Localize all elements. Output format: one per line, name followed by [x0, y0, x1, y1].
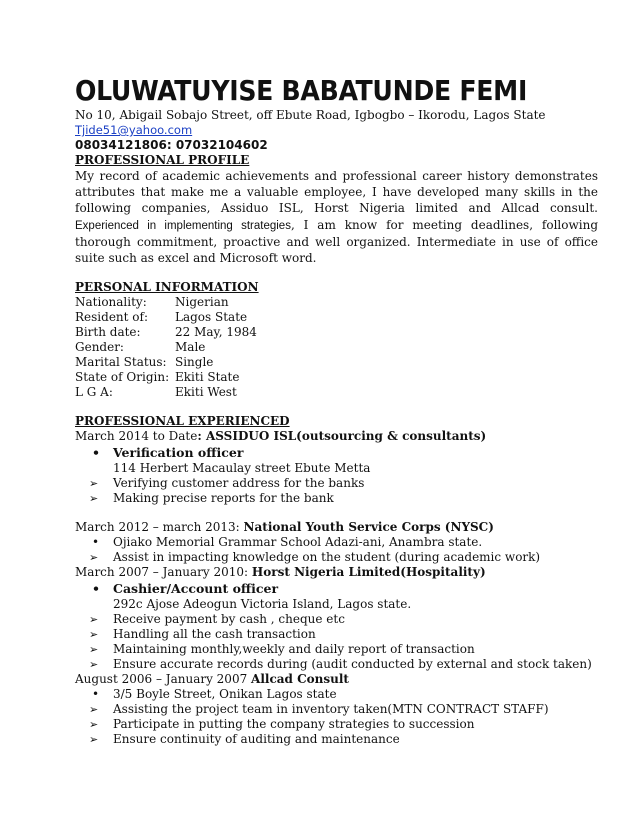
profile-text: [75, 168, 598, 266]
info-row: [75, 340, 598, 355]
job-4-employer: Allcad Consult: [251, 672, 349, 686]
info-value: Ekiti State: [175, 370, 240, 384]
job-2-employer: National Youth Service Corps (NYSC): [243, 520, 494, 534]
job-3-address: 292c Ajose Adeogun Victoria Island, Lagos state.: [113, 597, 412, 611]
profile-text-part-1: My record of academic achievements and professional career history demonstrates attributes that make me a valuable employee, I have developed many skills in the following companies, Assiduo ISL, Horst Nigeria limited and Allcad consult.: [75, 169, 598, 215]
experience-heading: PROFESSIONAL EXPERIENCED: [75, 414, 290, 428]
job-3-duty: ➢ Maintaining monthly,weekly and daily report of transaction: [75, 642, 598, 657]
info-row: [75, 355, 598, 370]
job-3-employer: Horst Nigeria Limited(Hospitality): [251, 565, 486, 579]
info-value: Male: [175, 340, 206, 354]
job-4-duty: ➢ Assisting the project team in inventory taken(MTN CONTRACT STAFF): [75, 702, 598, 717]
candidate-name: OLUWATUYISE BABATUNDE FEMI: [75, 74, 528, 107]
job-1-role: • Verification officer: [75, 444, 598, 461]
info-label: L G A:: [75, 385, 113, 399]
job-3-period: March 2007 – January 2010:: [75, 565, 252, 579]
email-link[interactable]: Tjide51@yahoo.com: [75, 123, 193, 137]
job-1-duty: ➢ Verifying customer address for the banks: [75, 476, 598, 491]
info-label: State of Origin:: [75, 370, 170, 384]
profile-text-part-3: , I am know for meeting deadlines, following thorough commitment, proactive and well organized. Intermediate in use of office suite such as excel and Microsoft word.: [75, 218, 599, 265]
info-value: Single: [175, 355, 214, 369]
personal-info-heading: PERSONAL INFORMATION: [75, 280, 259, 294]
info-value: 22 May, 1984: [175, 325, 257, 339]
personal-info-table: [75, 295, 598, 400]
job-4-header: [75, 672, 598, 687]
job-2-header: [75, 520, 598, 535]
job-1-header: [75, 429, 598, 444]
job-1-duty: ➢ Making precise reports for the bank: [75, 491, 598, 506]
info-row: [75, 325, 598, 340]
job-2-duty: ➢ Assist in impacting knowledge on the student (during academic work): [75, 550, 598, 565]
info-value: Nigerian: [175, 295, 229, 309]
job-2-place: • Ojiako Memorial Grammar School Adazi-ani, Anambra state.: [75, 535, 598, 550]
info-row: [75, 295, 598, 310]
job-3-header: [75, 565, 598, 580]
job-1-period: March 2014 to Date: [75, 429, 198, 443]
info-row: [75, 310, 598, 325]
info-value: Lagos State: [175, 310, 248, 324]
info-label: Nationality:: [75, 295, 147, 309]
job-3-duty: ➢ Receive payment by cash , cheque etc: [75, 612, 598, 627]
job-4-duty: ➢ Ensure continuity of auditing and maintenance: [75, 732, 598, 747]
info-row: [75, 385, 598, 400]
info-label: Resident of:: [75, 310, 148, 324]
job-3-duty: ➢ Ensure accurate records during (audit conducted by external and stock taken): [75, 657, 598, 672]
address: No 10, Abigail Sobajo Street, off Ebute Road, Igbogbo – Ikorodu, Lagos State: [75, 108, 546, 122]
info-value: Ekiti West: [175, 385, 237, 399]
job-1-address: 114 Herbert Macaulay street Ebute Metta: [113, 461, 371, 475]
job-1-employer: : ASSIDUO ISL(outsourcing & consultants): [197, 429, 487, 443]
info-row: [75, 370, 598, 385]
info-label: Marital Status:: [75, 355, 167, 369]
info-label: Gender:: [75, 340, 124, 354]
job-4-period: August 2006 – January 2007: [75, 672, 252, 686]
job-4-place: • 3/5 Boyle Street, Onikan Lagos state: [75, 687, 598, 702]
profile-text-part-2: Experienced in implementing strategies: [75, 220, 291, 232]
phone-numbers: 08034121806: 07032104602: [75, 138, 268, 152]
info-label: Birth date:: [75, 325, 141, 339]
job-3-role: • Cashier/Account officer: [75, 580, 598, 597]
job-3-duty: ➢ Handling all the cash transaction: [75, 627, 598, 642]
job-2-period: March 2012 – march 2013:: [75, 520, 244, 534]
job-4-duty: ➢ Participate in putting the company strategies to succession: [75, 717, 598, 732]
profile-heading: PROFESSIONAL PROFILE: [75, 153, 250, 167]
